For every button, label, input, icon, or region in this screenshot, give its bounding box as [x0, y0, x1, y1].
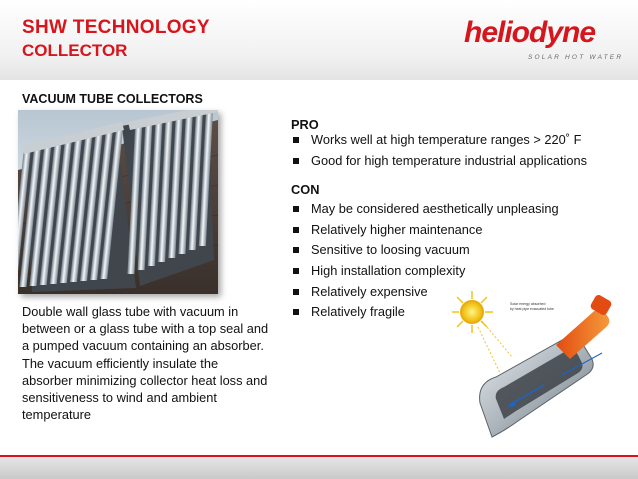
sun-icon: [452, 291, 493, 333]
bullet-square-icon: [293, 247, 299, 253]
svg-text:by heat pipe evacuated tube: by heat pipe evacuated tube: [510, 307, 554, 311]
vacuum-tube-description: Double wall glass tube with vacuum in between or a glass tube with a top seal and a pumped vacuum containing an absorber. The vacuum efficiently insulate the absorber minimizing collector heat loss and sensitiveness to wind and ambient temperature: [22, 304, 269, 423]
svg-text:Solar energy absorbed: Solar energy absorbed: [510, 302, 546, 306]
page-subtitle: COLLECTOR: [22, 41, 128, 60]
bullet-square-icon: [293, 158, 299, 164]
pro-item: Good for high temperature industrial applications: [291, 151, 587, 172]
con-item: Relatively expensive: [291, 282, 559, 303]
bullet-square-icon: [293, 206, 299, 212]
vacuum-tube-diagram: [452, 287, 622, 447]
con-item: May be considered aesthetically unpleasing: [291, 199, 559, 220]
section-title: VACUUM TUBE COLLECTORS: [22, 92, 203, 106]
bullet-square-icon: [293, 289, 299, 295]
pro-heading: PRO: [291, 117, 319, 132]
footer-band: [0, 457, 638, 479]
con-heading: CON: [291, 182, 320, 197]
pro-item: Works well at high temperature ranges > 220˚ F: [291, 130, 587, 151]
heliodyne-logo: [460, 14, 624, 66]
con-item: High installation complexity: [291, 261, 559, 282]
bullet-square-icon: [293, 268, 299, 274]
pro-list: [291, 130, 587, 171]
bullet-square-icon: [293, 309, 299, 315]
page-title: SHW TECHNOLOGY: [22, 17, 210, 38]
bullet-square-icon: [293, 137, 299, 143]
con-item: Sensitive to loosing vacuum: [291, 240, 559, 261]
logo-tagline: SOLAR HOT WATER: [528, 54, 624, 61]
con-item: Relatively higher maintenance: [291, 220, 559, 241]
vacuum-tube-collector-photo: [18, 110, 218, 294]
bullet-square-icon: [293, 227, 299, 233]
con-item: Relatively fragile: [291, 302, 559, 323]
logo-wordmark: heliodyne: [464, 16, 596, 49]
